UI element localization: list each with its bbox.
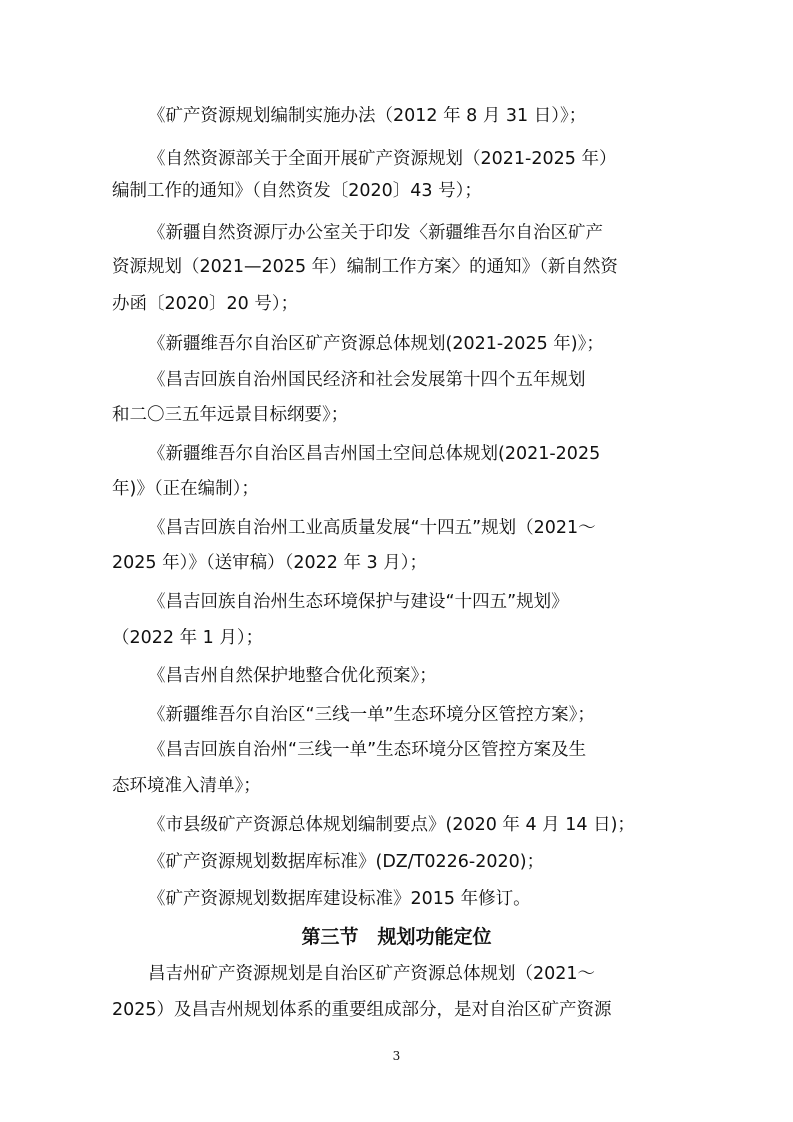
text-line: 年)》（正在编制）； [112, 479, 259, 499]
text-line: 《自然资源部关于全面开展矿产资源规划（2021-2025 年） [148, 149, 617, 169]
text-line: 《矿产资源规划编制实施办法（2012 年 8 月 31 日）》； [148, 106, 587, 126]
text-line: 和二〇三五年远景目标纲要》； [112, 405, 349, 425]
text-line: 2025 年）》（送审稿）（2022 年 3 月）； [112, 553, 427, 573]
text-line: 《新疆维吾尔自治区昌吉州国土空间总体规划(2021-2025 [148, 444, 601, 464]
text-line: 资源规划（2021—2025 年）编制工作方案〉的通知》（新自然资 [112, 257, 618, 277]
text-line: 编制工作的通知》（自然资发〔2020〕43 号）； [112, 181, 482, 201]
text-line: 《昌吉回族自治州“三线一单”生态环境分区管控方案及生 [148, 740, 587, 760]
page-number: 3 [392, 1049, 401, 1063]
section-heading: 第三节 规划功能定位 [301, 926, 492, 948]
text-line: 办函〔2020〕20 号）； [112, 294, 299, 314]
text-line: 《昌吉回族自治州工业高质量发展“十四五”规划（2021～ [148, 518, 596, 538]
text-line: 《新疆维吾尔自治区矿产资源总体规划(2021-2025 年)》； [148, 334, 604, 354]
text-line: 《矿产资源规划数据库建设标准》2015 年修订。 [148, 889, 531, 909]
text-line: 《矿产资源规划数据库标准》(DZ/T0226-2020)； [148, 852, 545, 872]
text-line: 《昌吉回族自治州国民经济和社会发展第十四个五年规划 [148, 370, 586, 390]
text-line: 《市县级矿产资源总体规划编制要点》(2020 年 4 月 14 日)； [148, 815, 635, 835]
text-line: 《昌吉州自然保护地整合优化预案》； [148, 666, 437, 686]
text-line: 《昌吉回族自治州生态环境保护与建设“十四五”规划》 [148, 592, 569, 612]
text-line: 《新疆维吾尔自治区“三线一单”生态环境分区管控方案》； [148, 705, 595, 725]
text-line: （2022 年 1 月）； [112, 628, 264, 648]
body-line: 2025）及昌吉州规划体系的重要组成部分，是对自治区矿产资源 [112, 1000, 612, 1020]
body-line: 昌吉州矿产资源规划是自治区矿产资源总体规划（2021～ [148, 964, 596, 984]
text-line: 《新疆自然资源厅办公室关于印发〈新疆维吾尔自治区矿产 [148, 223, 603, 243]
text-line: 态环境准入清单》； [112, 776, 261, 796]
